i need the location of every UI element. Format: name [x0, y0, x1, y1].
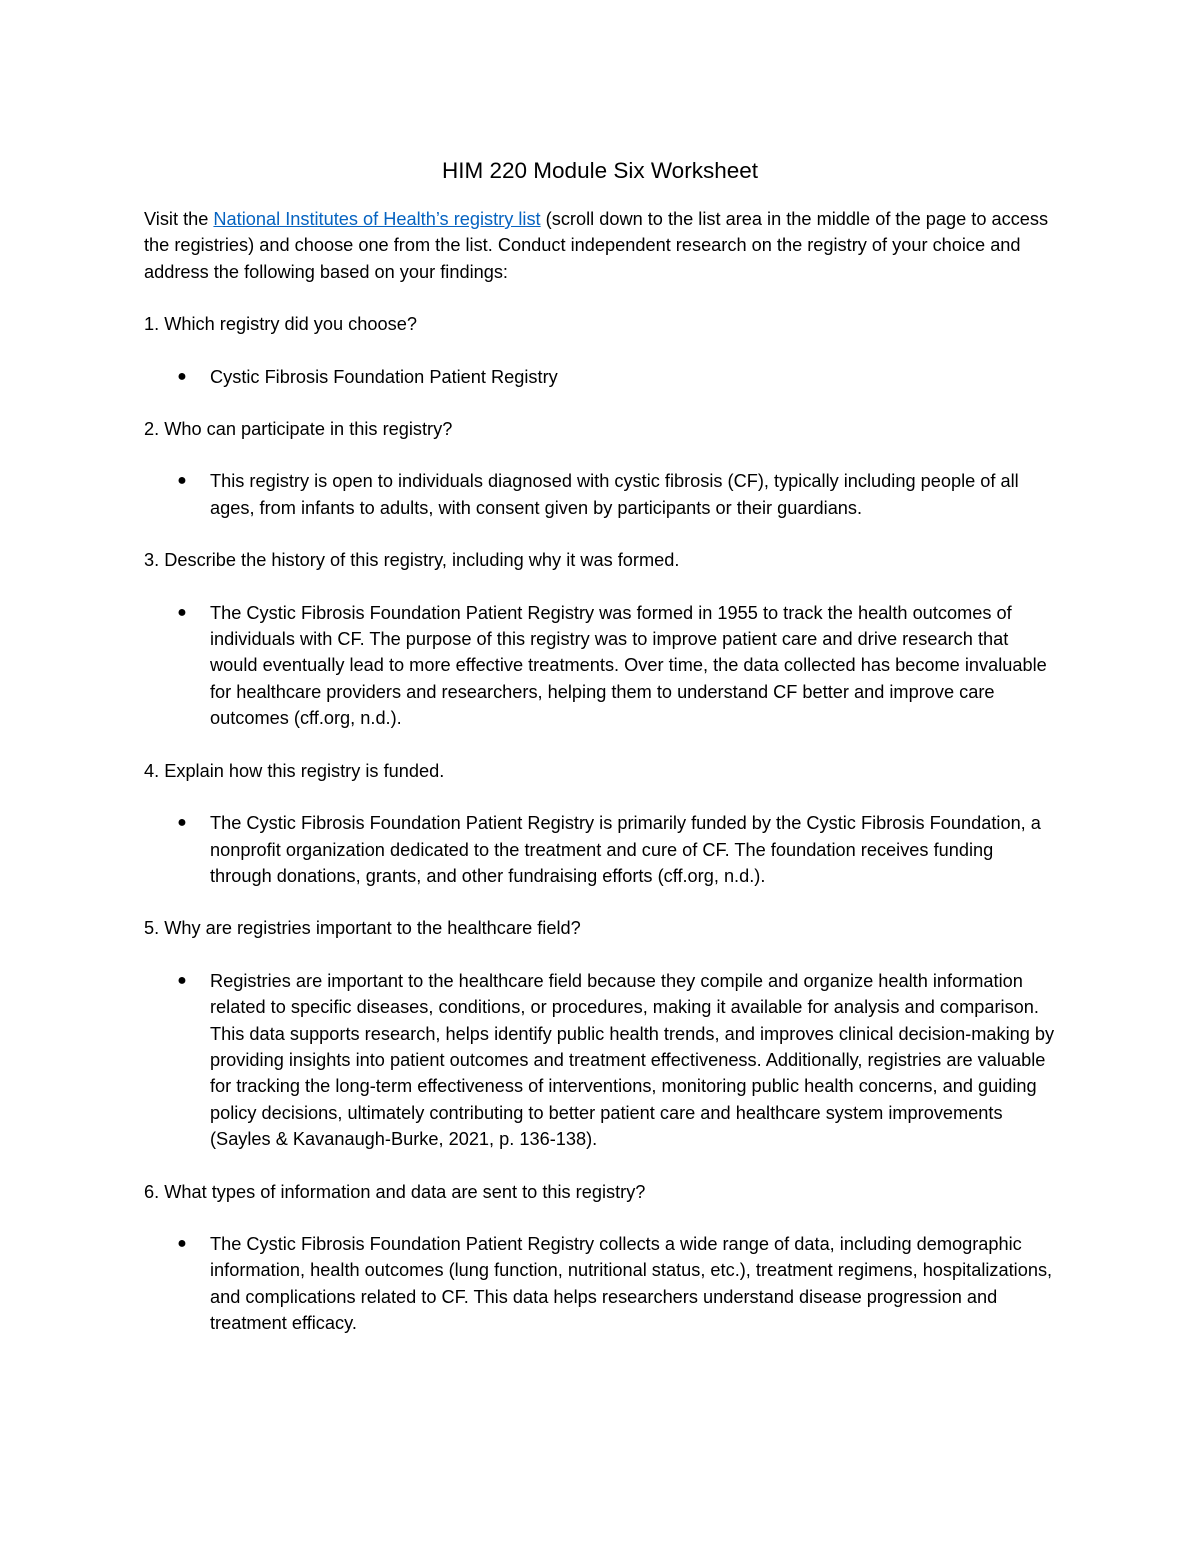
- bullet-icon: ●: [177, 971, 187, 989]
- bullet-icon: ●: [177, 603, 187, 621]
- bullet-icon: ●: [177, 472, 187, 490]
- question-3: 3. Describe the history of this registry, including why it was formed.: [144, 550, 680, 571]
- question-block-6: [144, 1179, 1056, 1337]
- answer-1: [144, 364, 1056, 390]
- question-block-2: [144, 416, 1056, 521]
- question-6: 6. What types of information and data are sent to this registry?: [144, 1181, 646, 1202]
- question-block-5: [144, 915, 1056, 1152]
- answer-1-text: Cystic Fibrosis Foundation Patient Registry: [210, 366, 558, 387]
- intro-text-before-link: Visit the: [144, 209, 214, 229]
- document-title: HIM 220 Module Six Worksheet: [442, 158, 758, 183]
- intro-paragraph: [144, 206, 1056, 285]
- answer-5-text: Registries are important to the healthcare field because they compile and organize health information related to specific diseases, conditions, or procedures, making it available for analysis and comparison. This data supports research, helps identify public health trends, and improves clinical decision-making by providing insights into patient outcomes and treatment effectiveness. Additionally, registries are valuable for tracking the long-term effectiveness of interventions, monitoring public health concerns, and guiding policy decisions, ultimately contributing to better patient care and healthcare system improvements (Sayles & Kavanaugh-Burke, 2021, p. 136-138).: [210, 970, 1055, 1150]
- answer-3: [144, 600, 1056, 732]
- answer-2: [144, 468, 1056, 521]
- answer-3-text: The Cystic Fibrosis Foundation Patient Registry was formed in 1955 to track the health outcomes of individuals with CF. The purpose of this registry was to improve patient care and drive research that would eventually lead to more effective treatments. Over time, the data collected has become invaluable for healthcare providers and researchers, helping them to understand CF better and improve care outcomes (cff.org, n.d.).: [210, 602, 1047, 729]
- answer-5: [144, 968, 1056, 1153]
- bullet-icon: ●: [177, 367, 187, 385]
- question-2: 2. Who can participate in this registry?: [144, 419, 453, 440]
- nih-registry-list-link[interactable]: National Institutes of Health’s registry list: [213, 209, 541, 229]
- bullet-icon: ●: [177, 1234, 187, 1252]
- intro-text-after-link: (scroll down to the list area in the middle of the page to access the registries) and choose one from the list. Conduct independent research on the registry of your choice and address the following based on your findings:: [144, 209, 1049, 282]
- answer-6-text: The Cystic Fibrosis Foundation Patient Registry collects a wide range of data, including demographic information, health outcomes (lung function, nutritional status, etc.), treatment regimens, hospitalizations, and complications related to CF. This data helps researchers understand disease progression and treatment efficacy.: [210, 1233, 1053, 1334]
- answer-4-text: The Cystic Fibrosis Foundation Patient Registry is primarily funded by the Cystic Fibrosis Foundation, a nonprofit organization dedicated to the treatment and cure of CF. The foundation receives funding through donations, grants, and other fundraising efforts (cff.org, n.d.).: [210, 813, 1041, 886]
- question-block-1: [144, 311, 1056, 390]
- question-5: 5. Why are registries important to the healthcare field?: [144, 918, 581, 939]
- answer-4: [144, 810, 1056, 889]
- document-page: [144, 156, 1056, 1363]
- question-1: 1. Which registry did you choose?: [144, 314, 417, 335]
- answer-6: [144, 1231, 1056, 1337]
- answer-2-text: This registry is open to individuals diagnosed with cystic fibrosis (CF), typically including people of all ages, from infants to adults, with consent given by participants or their guardians.: [210, 471, 1019, 518]
- question-block-3: [144, 547, 1056, 731]
- bullet-icon: ●: [177, 814, 187, 832]
- question-4: 4. Explain how this registry is funded.: [144, 760, 445, 781]
- question-block-4: [144, 758, 1056, 890]
